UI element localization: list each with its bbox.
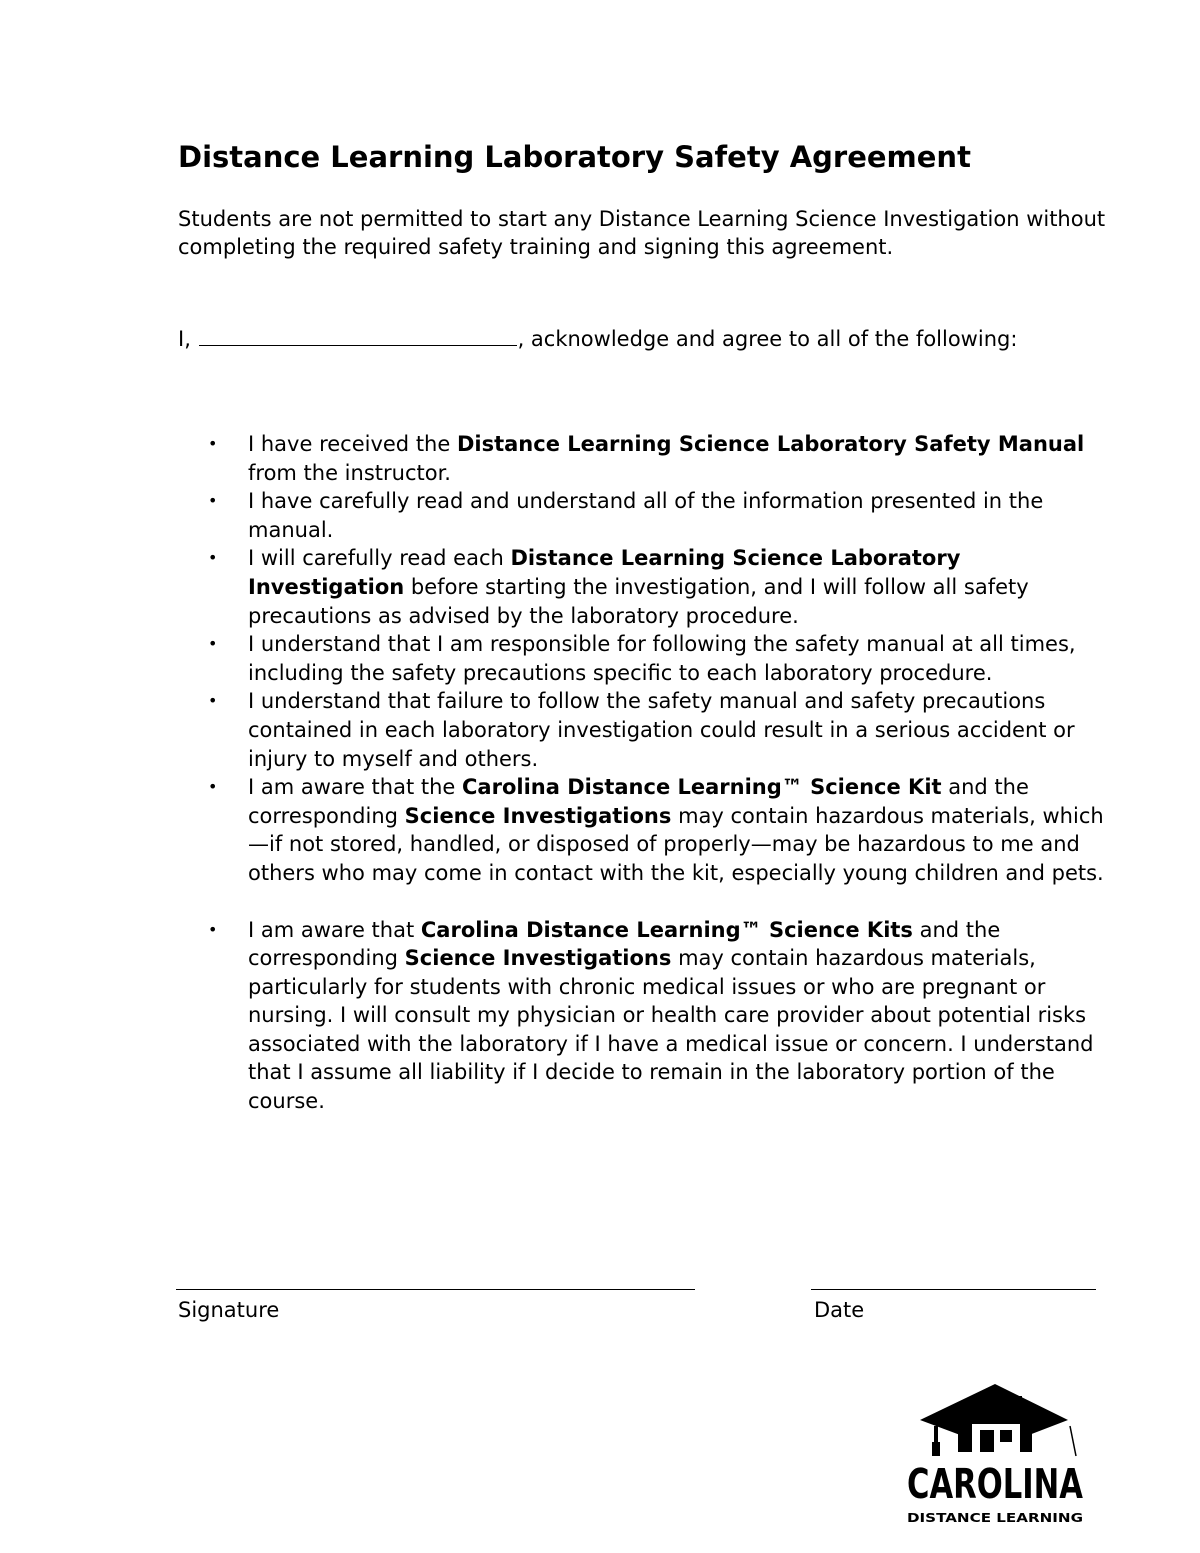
graduation-cap-house-icon — [920, 1384, 1076, 1456]
logo-tagline-text: DISTANCE LEARNING — [907, 1511, 1083, 1525]
logo-brand-text: CAROLINA — [907, 1460, 1084, 1508]
list-item: • I have carefully read and understand all of the information presented in the manual. — [208, 489, 1044, 542]
intro-paragraph: Students are not permitted to start any Distance Learning Science Investigation without completing the required safety training and signing this agreement. — [178, 207, 1106, 259]
date-line[interactable] — [811, 1289, 1096, 1290]
list-item: • I understand that I am responsible for following the safety manual at all times, including the safety precautions specific to each laboratory procedure. — [208, 632, 1076, 685]
list-item: • I will carefully read each Distance Learning Science Laboratory Investigation before starting the investigation, and I will follow all safety precautions as advised by the laboratory procedure. — [208, 546, 1029, 628]
ack-prefix: I, — [178, 327, 191, 351]
signature-line[interactable] — [176, 1289, 695, 1290]
acknowledgement-line — [178, 325, 1017, 353]
list-item: • I am aware that Carolina Distance Learning™ Science Kits and the corresponding Science Investigations may contain hazardous materials, particularly for students with chronic medical issues or who are pregnant or nursing. I will consult my physician or health care provider about potential risks associated with the laboratory if I have a medical issue or concern. I understand that I assume all liability if I decide to remain in the laboratory portion of the course. — [208, 917, 1094, 1114]
ack-suffix: , acknowledge and agree to all of the following: — [517, 327, 1018, 351]
date-label: Date — [814, 1298, 865, 1322]
bullet-icon: • — [208, 919, 218, 939]
list-item: • I have received the Distance Learning Science Laboratory Safety Manual from the instructor. — [208, 432, 1085, 485]
bullet-icon: • — [208, 777, 218, 797]
bullet-icon: • — [208, 634, 218, 654]
list-item: • I am aware that the Carolina Distance Learning™ Science Kit and the corresponding Science Investigations may contain hazardous materials, which—if not stored, handled, or disposed of properly—may be hazardous to me and others who may come in contact with the kit, especially young children and pets. — [208, 775, 1104, 885]
agreement-list — [208, 430, 1108, 1116]
bullet-icon: • — [208, 691, 218, 711]
bullet-icon: • — [208, 491, 218, 511]
bullet-icon: • — [208, 434, 218, 453]
list-item: • I understand that failure to follow the safety manual and safety precautions contained in each laboratory investigation could result in a serious accident or injury to myself and others. — [208, 689, 1075, 771]
bullet-icon: • — [208, 548, 218, 568]
name-blank-field[interactable] — [199, 325, 517, 346]
signature-label: Signature — [178, 1298, 280, 1322]
document-title: Distance Learning Laboratory Safety Agreement — [178, 140, 971, 174]
carolina-logo — [900, 1378, 1090, 1528]
